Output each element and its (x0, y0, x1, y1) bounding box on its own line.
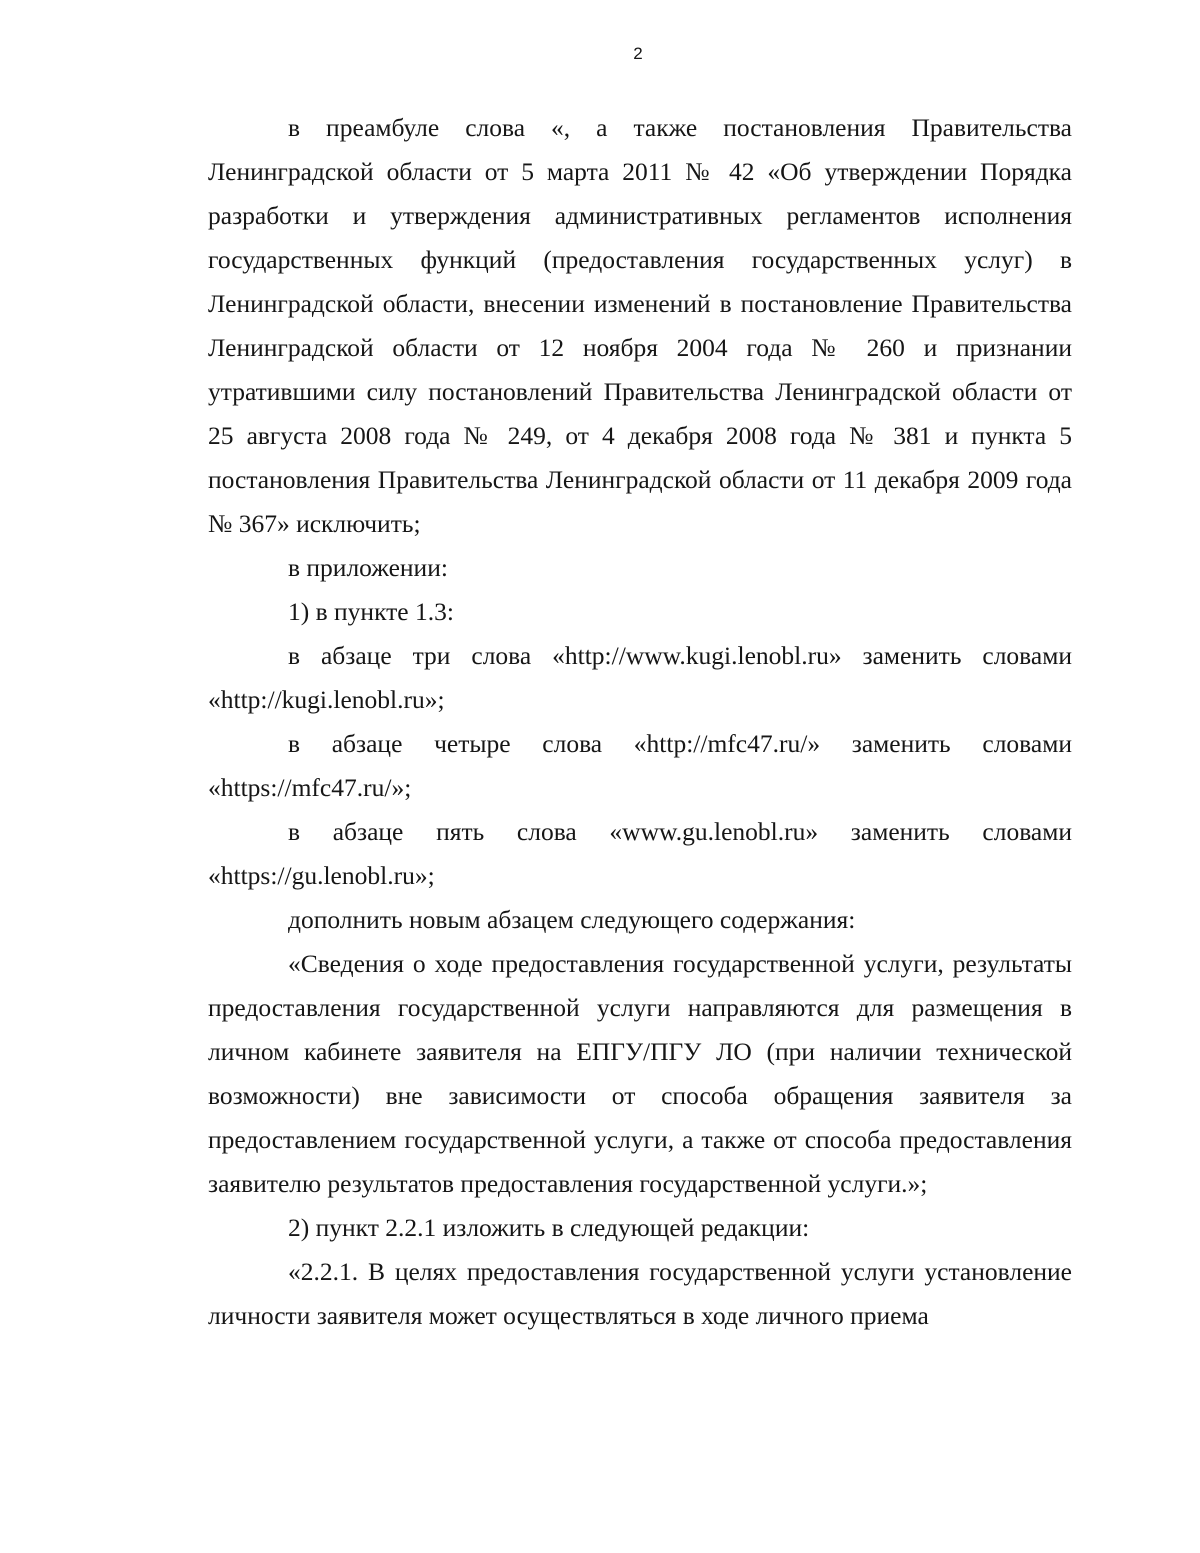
paragraph-supplement: дополнить новым абзацем следующего содержания: (288, 905, 856, 934)
paragraph-item-2: 2) пункт 2.2.1 изложить в следующей редакции: (288, 1213, 810, 1242)
document-body (208, 106, 1072, 1338)
paragraph-abzac-5: в абзаце пять слова «www.gu.lenobl.ru» заменить словами «https://gu.lenobl.ru»; (208, 817, 1072, 890)
paragraph-item-1: 1) в пункте 1.3: (288, 597, 454, 626)
paragraph-preamble: в преамбуле слова «, а также постановления Правительства Ленинградской области от 5 марта 2011 № 42 «Об утверждении Порядка разработки и утверждения административных регламентов исполнения государственных функций (предоставления государственных услуг) в Ленинградской области, внесении изменений в постановление Правительства Ленинградской области от 12 ноября 2004 года № 260 и признании утратившими силу постановлений Правительства Ленинградской области от 25 августа 2008 года № 249, от 4 декабря 2008 года № 381 и пункта 5 постановления Правительства Ленинградской области от 11 декабря 2009 года № 367» исключить; (208, 113, 1072, 538)
paragraph-appendix: в приложении: (288, 553, 448, 582)
paragraph-abzac-3: в абзаце три слова «http://www.kugi.lenobl.ru» заменить словами «http://kugi.lenobl.ru»; (208, 641, 1072, 714)
page-number: 2 (633, 44, 643, 63)
paragraph-quote-info: «Сведения о ходе предоставления государственной услуги, результаты предоставления государственной услуги направляются для размещения в личном кабинете заявителя на ЕПГУ/ПГУ ЛО (при наличии технической возможности) вне зависимости от способа обращения заявителя за предоставлением государственной услуги, а также от способа предоставления заявителю результатов предоставления государственной услуги.»; (208, 949, 1072, 1198)
paragraph-quote-2-2-1: «2.2.1. В целях предоставления государственной услуги установление личности заявителя может осуществляться в ходе личного приема (208, 1257, 1072, 1330)
paragraph-abzac-4: в абзаце четыре слова «http://mfc47.ru/» заменить словами «https://mfc47.ru/»; (208, 729, 1072, 802)
